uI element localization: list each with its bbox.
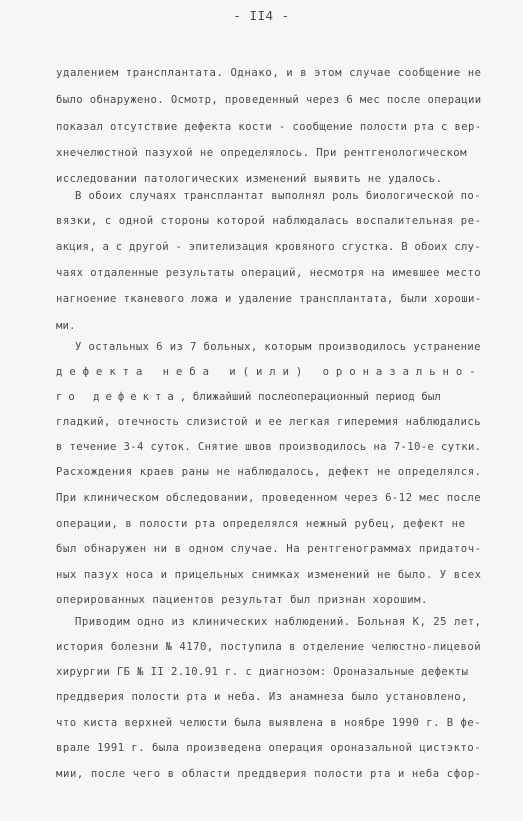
text-line: история болезни № 4170, поступила в отделение челюстно-лицевой [56,641,482,653]
text-line: ми. [56,320,76,332]
text-line: го дефекта, ближайший послеоперационный период был [56,391,441,403]
text-line: ных пазух носа и прицельных снимках изменений не было. У всех [56,569,482,581]
text-line: Приводим одно из клинических наблюдений. Больная К, 25 лет, [75,616,482,628]
text-line: исследовании патологических изменений выявить не удалось. [56,173,443,185]
text-line: В обоих случаях трансплантат выполнял роль биологической по- [75,190,481,202]
text-line: Расхождения краев раны не наблюдалось, дефект не определялся. [56,466,482,478]
text-line: показал отсутствие дефекта кости - сообщение полости рта с вер- [56,121,482,133]
text-line: был обнаружен ни в одном случае. На рентгенограммах придаточ- [56,543,482,555]
text-line: вязки, с одной стороны которой наблюдалась воспалительная ре- [56,215,482,227]
text-line: хнечелюстной пазухой не определялось. При рентгенологическом [56,147,468,159]
text-line: дефекта неба и(или) ороназально- [56,366,483,378]
text-line: нагноение тканевого ложа и удаление трансплантата, были хороши- [56,293,482,305]
text-line: хирургии ГБ № II 2.10.91 г. с диагнозом: Ороназальные дефекты [56,666,469,678]
page-number: - II4 - [233,8,290,23]
text-line: операции, в полости рта определялся нежный рубец, дефект не [56,518,466,530]
text-line: гладкий, отечность слизистой и ее легкая гиперемия наблюдались [56,416,482,428]
text-line: что киста верхней челюсти была выявлена в ноябре 1990 г. В фе- [56,717,482,729]
text-line: удалением трансплантата. Однако, и в этом случае сообщение не [56,67,482,79]
text-line: При клиническом обследовании, проведенном через 6-12 мес после [56,492,482,504]
text-line: оперированных пациентов результат был признан хорошим. [56,594,428,606]
text-line: чаях отдаленные результаты операций, несмотря на имевшее место [56,267,482,279]
text-line: было обнаружено. Осмотр, проведенный через 6 мес после операции [56,94,482,106]
text-line: акция, а с другой - эпителизация кровяного сгустка. В обоих слу- [56,241,481,253]
text-line: врале 1991 г. была произведена операция ороназальной цистэкто- [56,742,482,754]
text-line: У остальных 6 из 7 больных, которым производилось устранение [75,341,481,353]
text-line: преддверия полости рта и неба. Из анамнеза было установлено, [56,691,469,703]
text-line: в течение 3-4 суток. Снятие швов производилось на 7-10-е сутки. [56,441,482,453]
text-line: мии, после чего в области преддверия полости рта и неба сфор- [56,768,482,780]
